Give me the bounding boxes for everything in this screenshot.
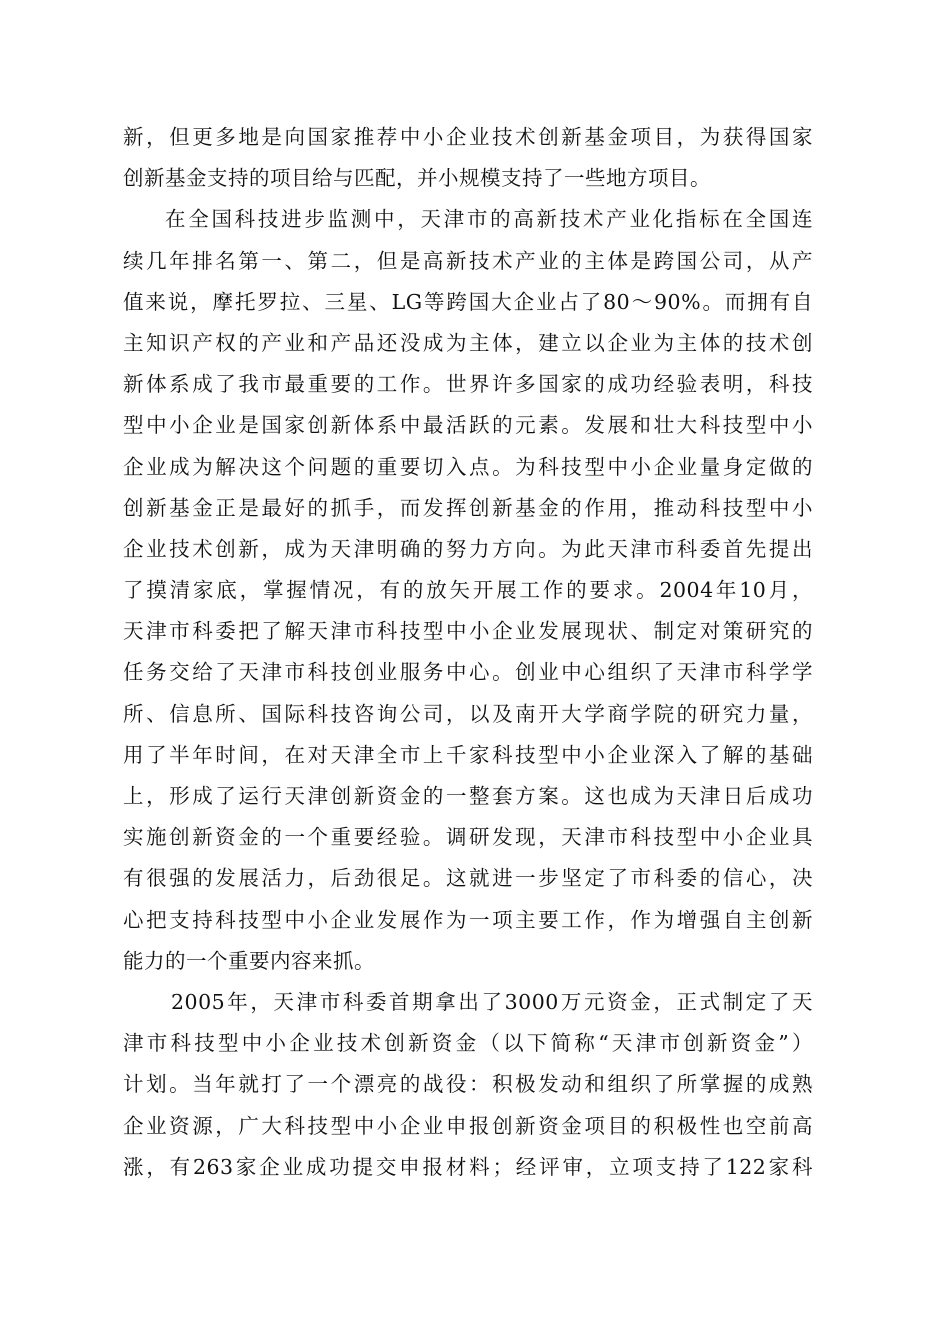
text-line: 有很强的发展活力，后劲很足。这就进一步坚定了市科委的信心，决 (123, 866, 813, 891)
paragraph-start-line: 2005年，天津市科委首期拿出了3000万元资金，正式制定了天 (171, 989, 813, 1014)
text-line: 所、信息所、国际科技咨询公司，以及南开大学商学院的研究力量， (123, 701, 813, 726)
text-line: 上，形成了运行天津创新资金的一整套方案。这也成为天津日后成功 (123, 784, 813, 808)
text-line: 型中小企业是国家创新体系中最活跃的元素。发展和壮大科技型中小 (123, 413, 813, 438)
text-line: 实施创新资金的一个重要经验。调研发现，天津市科技型中小企业具 (123, 825, 813, 850)
text-line: 涨，有263家企业成功提交申报材料；经评审，立项支持了122家科 (123, 1154, 813, 1179)
text-line: 天津市科委把了解天津市科技型中小企业发展现状、制定对策研究的 (123, 619, 813, 644)
text-line: 任务交给了天津市科技创业服务中心。创业中心组织了天津市科学学 (123, 660, 813, 685)
paragraph-start-line: 在全国科技进步监测中，天津市的高新技术产业化指标在全国连 (165, 207, 813, 232)
text-line: 值来说，摩托罗拉、三星、LG等跨国大企业占了80～90%。而拥有自 (123, 289, 813, 314)
text-line: 续几年排名第一、第二，但是高新技术产业的主体是跨国公司，从产 (123, 248, 813, 273)
text-line: 能力的一个重要内容来抓。 (123, 948, 375, 973)
text-line: 心把支持科技型中小企业发展作为一项主要工作，作为增强自主创新 (123, 907, 813, 932)
text-line: 企业技术创新，成为天津明确的努力方向。为此天津市科委首先提出 (123, 536, 813, 561)
text-line: 创新基金正是最好的抓手，而发挥创新基金的作用，推动科技型中小 (123, 495, 813, 520)
text-line: 主知识产权的产业和产品还没成为主体，建立以企业为主体的技术创 (123, 330, 813, 355)
body-text (123, 117, 813, 1188)
text-line: 企业资源，广大科技型中小企业申报创新资金项目的积极性也空前高 (123, 1113, 813, 1138)
text-line: 新体系成了我市最重要的工作。世界许多国家的成功经验表明，科技 (123, 372, 813, 397)
text-line: 计划。当年就打了一个漂亮的战役：积极发动和组织了所掌握的成熟 (123, 1072, 813, 1097)
text-line: 新，但更多地是向国家推荐中小企业技术创新基金项目，为获得国家 (123, 125, 813, 149)
text-line: 企业成为解决这个问题的重要切入点。为科技型中小企业量身定做的 (123, 454, 813, 479)
text-line: 创新基金支持的项目给与匹配，并小规模支持了一些地方项目。 (123, 166, 711, 191)
text-line: 用了半年时间，在对天津全市上千家科技型中小企业深入了解的基础 (123, 742, 813, 767)
text-line: 了摸清家底，掌握情况，有的放矢开展工作的要求。2004年10月， (123, 578, 813, 603)
text-line: 津市科技型中小企业技术创新资金（以下简称“天津市创新资金”） (123, 1031, 813, 1056)
